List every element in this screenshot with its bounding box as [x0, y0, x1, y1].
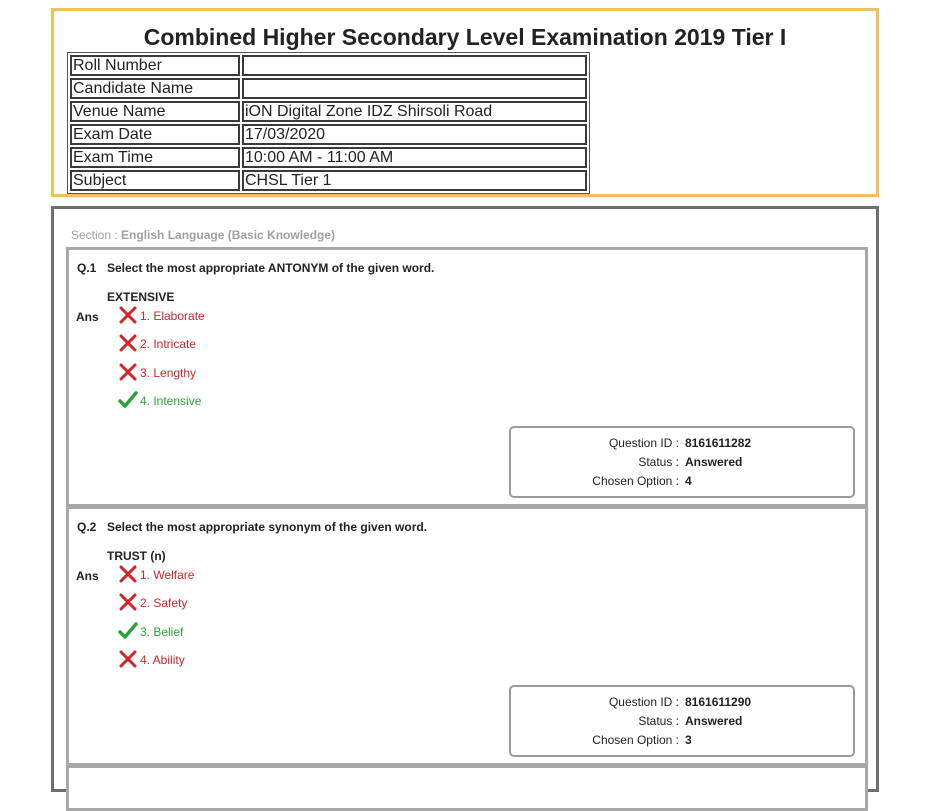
option-label: 2. Intricate [140, 337, 197, 352]
meta-question-id [511, 695, 853, 714]
info-label: Subject [70, 170, 240, 191]
question-text: Select the most appropriate ANTONYM of the given word. [107, 261, 435, 275]
meta-value: 8161611282 [685, 436, 752, 450]
meta-label: Question ID : [608, 436, 679, 450]
info-label: Exam Date [70, 124, 240, 145]
meta-status [511, 714, 853, 733]
meta-label: Question ID : [608, 695, 679, 709]
meta-chosen-option [511, 474, 853, 493]
meta-label: Status : [638, 714, 679, 728]
cross-icon [118, 564, 140, 584]
option-label: 3. Belief [140, 624, 184, 639]
exam-header [51, 8, 879, 197]
option-label: 4. Intensive [140, 393, 202, 408]
cross-icon [118, 649, 140, 669]
info-value [242, 55, 587, 76]
meta-label: Status : [638, 455, 679, 469]
meta-question-id [511, 436, 853, 455]
meta-value: Answered [685, 455, 743, 469]
info-value: CHSL Tier 1 [242, 170, 587, 191]
table-row [70, 101, 587, 122]
question-number: Q.2 [77, 520, 97, 534]
question-panel [66, 247, 868, 507]
info-label: Exam Time [70, 147, 240, 168]
info-label: Candidate Name [70, 78, 240, 99]
option-label: 1. Elaborate [140, 309, 205, 323]
info-value [242, 78, 587, 99]
section-title [71, 228, 335, 242]
cross-icon [118, 305, 140, 325]
options-list [118, 309, 205, 422]
ans-label: Ans [76, 310, 99, 324]
option-label: 4. Ability [140, 652, 185, 667]
section-name: English Language (Basic Knowledge) [121, 228, 336, 242]
response-sheet [51, 206, 879, 792]
table-row [70, 78, 587, 99]
cross-icon [118, 362, 140, 382]
question-panel [66, 506, 868, 766]
check-icon [118, 390, 140, 410]
option-item [118, 394, 205, 422]
question-word: EXTENSIVE [107, 290, 175, 304]
candidate-info-table [67, 52, 590, 194]
option-item [118, 653, 194, 681]
info-value: 10:00 AM - 11:00 AM [242, 147, 587, 168]
info-value: iON Digital Zone IDZ Shirsoli Road [242, 101, 587, 122]
table-row [70, 124, 587, 145]
table-row [70, 55, 587, 76]
meta-value: 4 [685, 474, 692, 488]
table-row [70, 147, 587, 168]
option-label: 2. Safety [140, 596, 188, 611]
table-row [70, 170, 587, 191]
question-meta [509, 685, 855, 757]
exam-title: Combined Higher Secondary Level Examination 2019 Tier I [143, 24, 787, 50]
options-list [118, 568, 194, 681]
cross-icon [118, 333, 140, 353]
meta-label: Chosen Option : [592, 474, 679, 488]
info-value: 17/03/2020 [242, 124, 587, 145]
info-label: Venue Name [70, 101, 240, 122]
meta-label: Chosen Option : [592, 733, 679, 747]
meta-value: 8161611290 [685, 695, 752, 709]
question-panel-next [66, 765, 868, 811]
info-label: Roll Number [70, 55, 240, 76]
check-icon [118, 621, 140, 641]
meta-chosen-option [511, 733, 853, 752]
option-label: 1. Welfare [140, 568, 195, 582]
meta-value: Answered [685, 714, 743, 728]
section-prefix: Section : [71, 228, 122, 242]
meta-value: 3 [685, 733, 692, 747]
cross-icon [118, 592, 140, 612]
question-text: Select the most appropriate synonym of the given word. [107, 520, 428, 534]
question-word: TRUST (n) [107, 549, 166, 563]
ans-label: Ans [76, 569, 99, 583]
option-label: 3. Lengthy [140, 365, 197, 380]
question-number: Q.1 [77, 261, 97, 275]
question-meta [509, 426, 855, 498]
meta-status [511, 455, 853, 474]
